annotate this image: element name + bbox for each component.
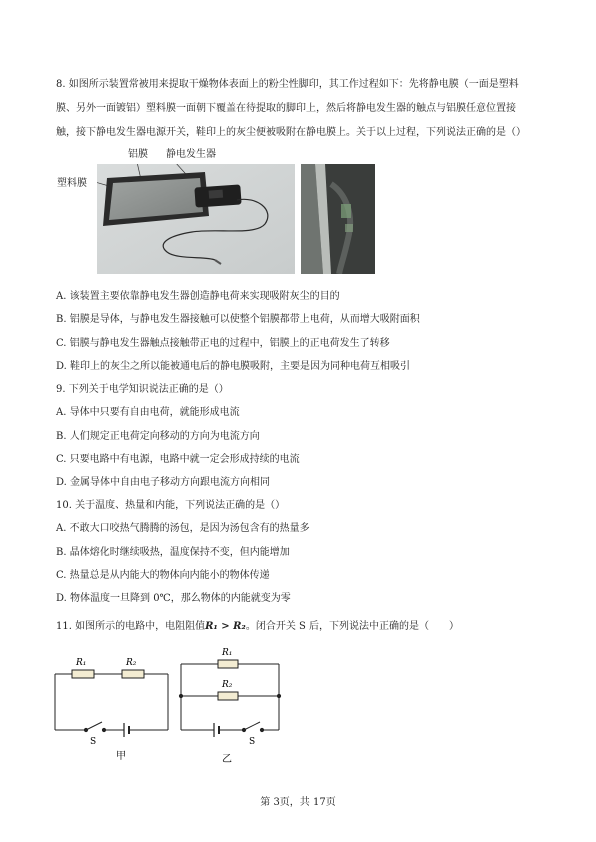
device-photo (97, 164, 295, 274)
q10-option-a: A. 不敢大口咬热气腾腾的汤包，是因为汤包含有的热量多 (56, 523, 310, 534)
fig-label-plastic: 塑料膜 (57, 178, 87, 189)
circuit-series-diagram (50, 650, 180, 760)
circuit-b-switch-label: S (249, 737, 256, 747)
q8-option-c: C. 铝膜与静电发生器触点接触带正电的过程中，铝膜上的正电荷发生了转移 (56, 338, 390, 349)
q8-stem-line3: 触，接下静电发生器电源开关，鞋印上的灰尘便被吸附在静电膜上。关于以上过程，下列说法正确的是（） (56, 127, 526, 138)
circuit-a-r2-label: R₂ (126, 658, 137, 668)
circuit-a-r1-label: R₁ (76, 658, 87, 668)
q10-option-c: C. 热量总是从内能大的物体向内能小的物体传递 (56, 570, 270, 581)
q11-stem-part1: 11. 如图所示的电路中，电阻阻值 (56, 621, 206, 632)
q8-stem-line1: 8. 如图所示装置常被用来提取干燥物体表面上的粉尘性脚印，其工作过程如下：先将静电膜（一面是塑料 (56, 79, 519, 90)
q11-stem (56, 620, 459, 633)
q9-option-c: C. 只要电路中有电源，电路中就一定会形成持续的电流 (56, 454, 300, 465)
q8-stem-line2: 膜、另外一面镀铝）塑料膜一面朝下覆盖在待提取的脚印上，然后将静电发生器的触点与铝膜任意位置接 (56, 103, 516, 114)
circuit-parallel-diagram (176, 642, 286, 770)
q10-option-d: D. 物体温度一旦降到 0℃，那么物体的内能就变为零 (56, 593, 291, 604)
fig-label-aluminum: 铝膜 (128, 149, 148, 160)
q9-option-a: A. 导体中只要有自由电荷，就能形成电流 (56, 407, 240, 418)
q9-option-d: D. 金属导体中自由电子移动方向跟电流方向相同 (56, 477, 271, 488)
page-footer: 第 3页，共 17页 (260, 797, 336, 808)
q8-option-b: B. 铝膜是导体，与静电发生器接触可以使整个铝膜都带上电荷，从而增大吸附面积 (56, 314, 420, 325)
circuit-b-r1-label: R₁ (222, 648, 233, 658)
q9-stem: 9. 下列关于电学知识说法正确的是（） (56, 384, 229, 395)
q9-option-b: B. 人们规定正电荷定向移动的方向为电流方向 (56, 431, 260, 442)
q10-stem: 10. 关于温度、热量和内能，下列说法正确的是（） (56, 500, 286, 511)
circuit-b-caption: 乙 (222, 754, 232, 765)
circuit-a-caption: 甲 (116, 751, 126, 760)
fig-label-generator: 静电发生器 (166, 149, 216, 160)
circuit-b-r2-label: R₂ (222, 680, 233, 690)
q11-stem-formula: R₁ > R₂ (205, 621, 246, 632)
q11-stem-part2: 。闭合开关 S 后，下列说法中正确的是（ ） (245, 621, 460, 632)
q8-option-d: D. 鞋印上的灰尘之所以能被通电后的静电膜吸附，主要是因为同种电荷互相吸引 (56, 361, 411, 372)
q8-option-a: A. 该装置主要依靠静电发生器创造静电荷来实现吸附灰尘的目的 (56, 291, 340, 302)
circuit-a-switch-label: S (90, 737, 97, 747)
closeup-photo (301, 164, 375, 274)
q10-option-b: B. 晶体熔化时继续吸热，温度保持不变，但内能增加 (56, 547, 290, 558)
